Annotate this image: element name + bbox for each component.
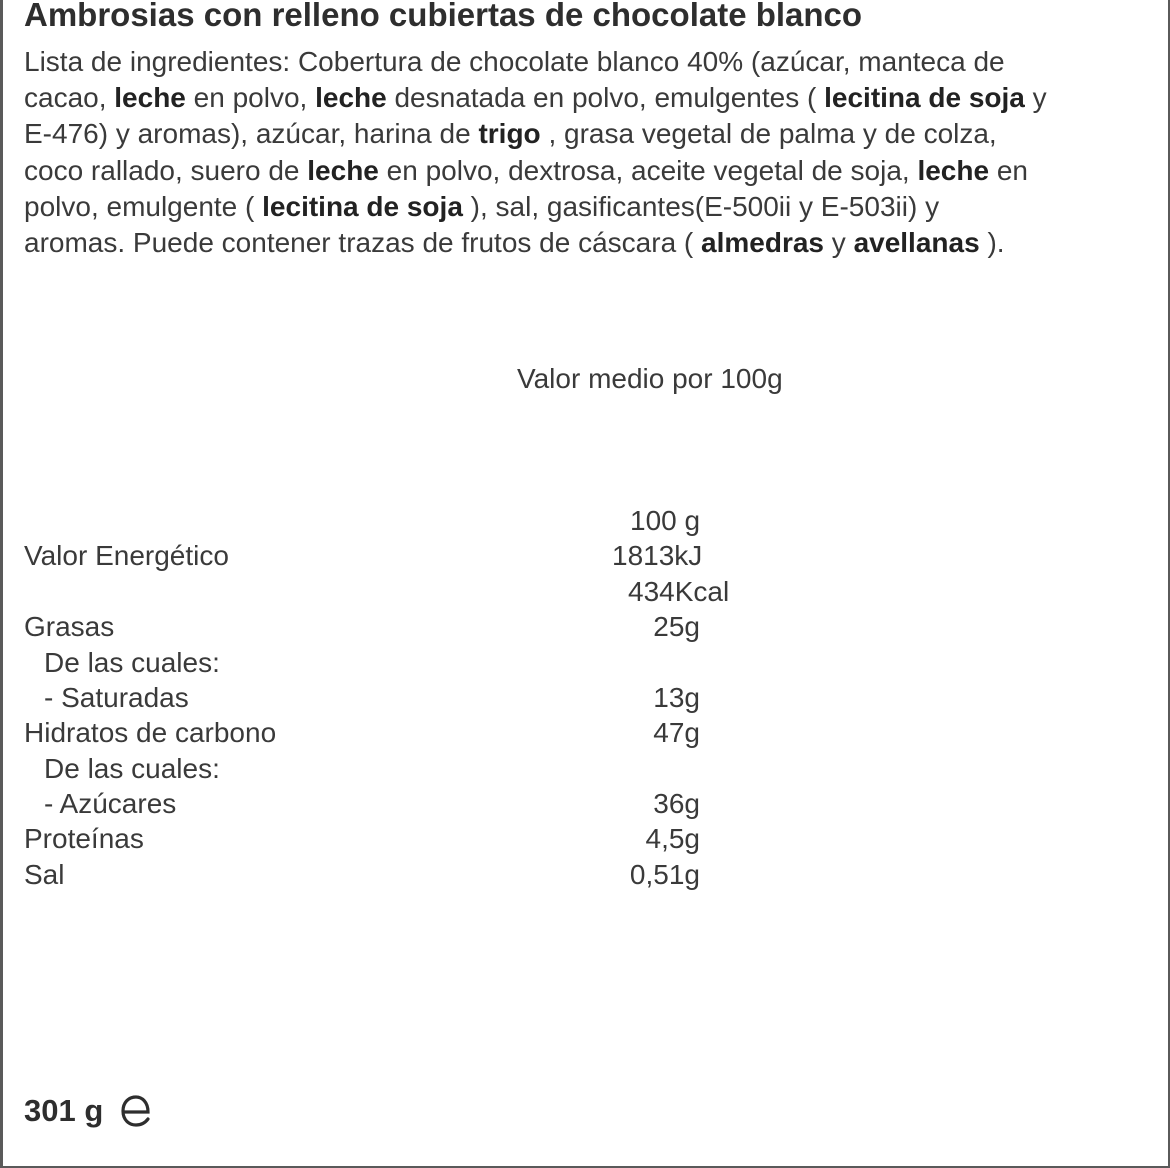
allergen-text: avellanas xyxy=(853,227,980,258)
nutrition-label-sugars: - Azúcares xyxy=(44,788,177,819)
ingredient-text: ), sal, gasificantes(E-500ii y E-503ii) y xyxy=(462,191,940,222)
allergen-text: leche xyxy=(114,82,186,113)
ingredients-line xyxy=(24,118,997,150)
nutrition-label-saturated: - Saturadas xyxy=(44,682,189,713)
ingredient-text: en xyxy=(989,155,1028,186)
nutrition-value-sugars: 36g xyxy=(653,788,700,819)
ingredients-line xyxy=(24,227,1005,259)
nutrition-label-protein: Proteínas xyxy=(24,823,144,854)
allergen-text: lecitina de soja xyxy=(262,191,463,222)
net-weight: 301 g xyxy=(24,1093,104,1128)
nutrition-label-salt: Sal xyxy=(24,859,65,890)
ingredient-text: cacao, xyxy=(24,82,115,113)
nutrition-value-salt: 0,51g xyxy=(629,859,700,890)
ingredients-line xyxy=(24,191,939,223)
e-mark-icon xyxy=(118,1090,154,1130)
ingredient-text: ). xyxy=(979,227,1005,258)
ingredient-text: en polvo, dextrosa, aceite vegetal de soja, xyxy=(378,155,918,186)
allergen-text: leche xyxy=(307,155,379,186)
ingredient-text: y xyxy=(1024,82,1047,113)
allergen-text: leche xyxy=(315,82,387,113)
product-title: Ambrosias con relleno cubiertas de chocolate blanco xyxy=(24,0,863,33)
nutrition-value-saturated: 13g xyxy=(653,682,700,713)
ingredients-line xyxy=(24,46,1005,78)
nutrition-label-carbs: Hidratos de carbono xyxy=(24,717,277,748)
ingredient-text: polvo, emulgente ( xyxy=(24,191,263,222)
nutrition-label-of-which: De las cuales: xyxy=(44,647,220,678)
ingredients-line xyxy=(24,82,1047,114)
nutrition-label-energy: Valor Energético xyxy=(24,540,229,571)
ingredients-line xyxy=(24,155,1028,187)
nutrition-value-kcal: 434Kcal xyxy=(628,576,730,607)
ingredient-text: E-476) y aromas), azúcar, harina de xyxy=(24,118,479,149)
allergen-text: leche xyxy=(917,155,990,186)
allergen-text: lecitina de soja xyxy=(824,82,1025,113)
ingredient-text: desnatada en polvo, emulgentes ( xyxy=(386,82,825,113)
allergen-text: trigo xyxy=(478,118,541,149)
ingredient-text: y xyxy=(824,227,854,258)
nutrition-label-fat: Grasas xyxy=(24,611,115,642)
ingredient-text: Lista de ingredientes: Cobertura de chocolate blanco 40% (azúcar, manteca de xyxy=(24,46,1005,77)
ingredient-text: aromas. Puede contener trazas de frutos de cáscara ( xyxy=(24,227,702,258)
nutrition-label-of-which: De las cuales: xyxy=(44,753,220,784)
nutrition-value-protein: 4,5g xyxy=(645,823,700,854)
nutrition-value-kj: 1813kJ xyxy=(612,540,703,571)
nutrition-value-carbs: 47g xyxy=(653,717,700,748)
allergen-text: almedras xyxy=(701,227,824,258)
nutrition-value-fat: 25g xyxy=(653,611,700,642)
ingredient-text: en polvo, xyxy=(185,82,316,113)
nutrition-column-header: 100 g xyxy=(630,505,701,536)
ingredient-text: , grasa vegetal de palma y de colza, xyxy=(540,118,997,149)
nutrition-heading: Valor medio por 100g xyxy=(517,363,783,394)
ingredient-text: coco rallado, suero de xyxy=(24,155,308,186)
